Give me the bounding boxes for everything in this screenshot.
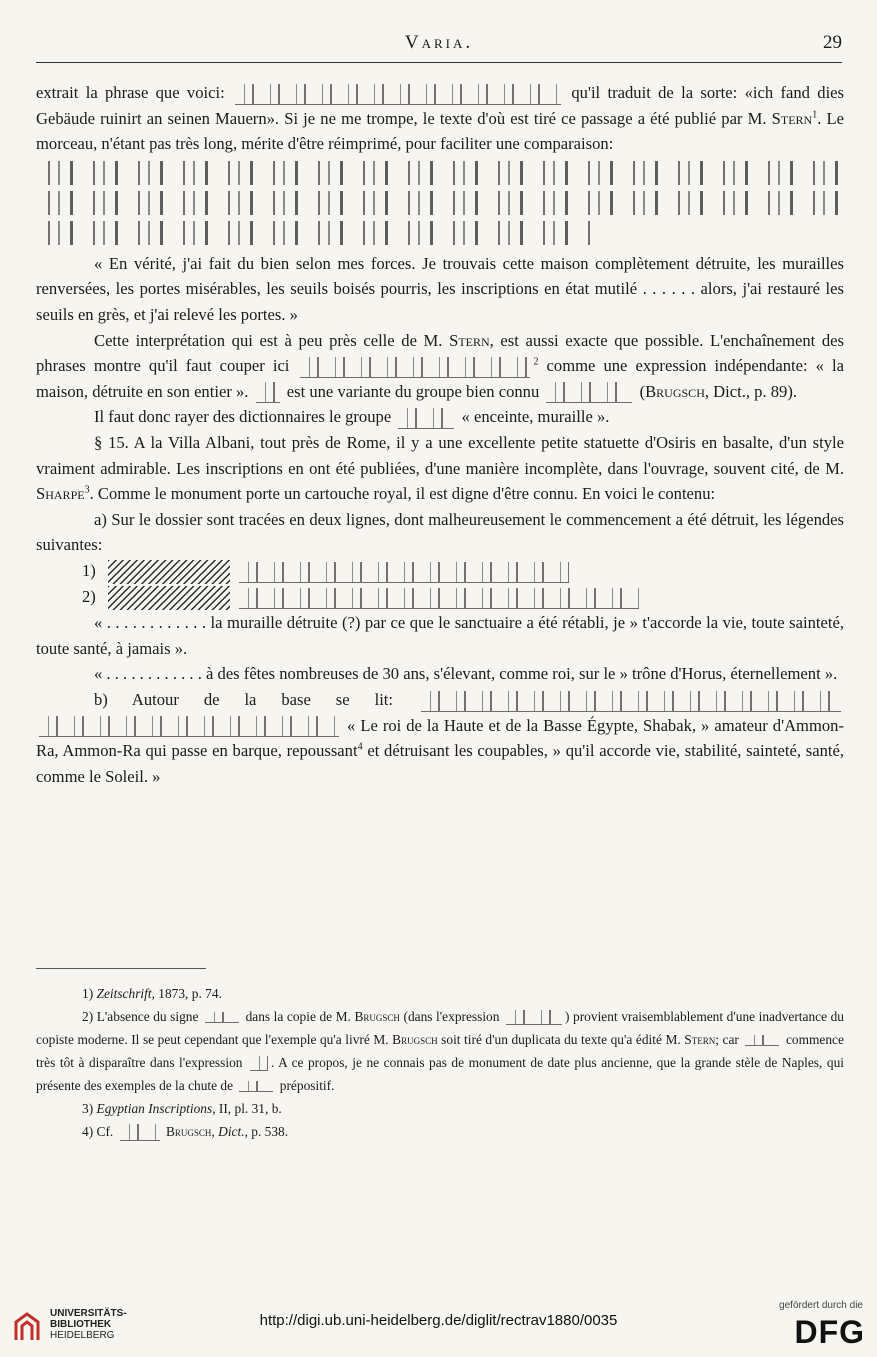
funder-note: gefördert durch die bbox=[779, 1300, 863, 1311]
footnote-1: 1) Zeitschrift, 1873, p. 74. bbox=[82, 986, 222, 1001]
running-title: Varia. bbox=[404, 32, 474, 53]
hieroglyph-group bbox=[300, 357, 530, 378]
hieroglyph-group bbox=[421, 691, 841, 712]
hieroglyph-line bbox=[36, 221, 596, 245]
footnote-4: 4) Cf. Brugsch, Dict., p. 538. bbox=[36, 1120, 844, 1143]
body-text bbox=[36, 80, 844, 789]
hieroglyph-line bbox=[36, 191, 844, 215]
footnote-3: 3) Egyptian Inscriptions, II, pl. 31, b. bbox=[82, 1101, 282, 1116]
paragraph-3: Cette interprétation qui est à peu près celle de M. Stern, est aussi exacte que possible. L'enchaînement des phrases montre qu'il faut couper ici $^2$ comme une expression indépendante: « la maison, détruite en son entier ». est une variante du groupe bien connu (Brugsch, Dict., p. 89). bbox=[36, 328, 844, 405]
hieroglyph-sign bbox=[205, 1012, 239, 1023]
hieroglyph-group bbox=[506, 1010, 562, 1025]
paragraph-1: extrait la phrase que voici: qu'il traduit de la sorte: «ich fand dies Gebäude ruinirt an seinen Mauern». Si je ne me trompe, le texte d'où est tiré ce passage a été publié par M. Stern$^1$. Le morceau, n'étant pas très long, mérite d'être réimprimé, pour faciliter une comparaison: bbox=[36, 83, 844, 154]
funder-logo: DFG bbox=[794, 1314, 865, 1350]
hieroglyph-group bbox=[256, 382, 280, 403]
destroyed-area bbox=[108, 560, 230, 584]
hieroglyph-group bbox=[120, 1124, 160, 1141]
footnote-2: 2) L'absence du signe dans la copie de M. Brugsch (dans l'expression ) provient vraisemblablement d'une inadvertance du copiste moderne. Il se peut cependant que l'exemple qu'a livré M. Brugsch soit tiré d'un duplicata du texte qu'a édité M. Stern; car commence très tôt à disparaître dans l'expression . A ce propos, je ne connais pas de monument de date plus ancienne, que la grande stèle de Naples, qui présente des exemples de la chute de prépositif. bbox=[36, 1009, 844, 1093]
hieroglyph-group bbox=[39, 716, 339, 737]
hieroglyph-group bbox=[239, 588, 639, 609]
running-head bbox=[36, 30, 842, 60]
paragraph-4: Il faut donc rayer des dictionnaires le groupe « enceinte, muraille ». bbox=[36, 404, 844, 430]
paragraph-7: « . . . . . . . . . . . . la muraille détruite (?) par ce que le sanctuaire a été rétabli, je » t'accorde la vie, toute sainteté, toute santé, à jamais ». bbox=[36, 613, 844, 658]
destroyed-area bbox=[108, 586, 230, 610]
inscription-line-2: 2) bbox=[36, 584, 844, 610]
hieroglyph-group bbox=[546, 382, 632, 403]
hieroglyph-group bbox=[398, 408, 454, 429]
hieroglyph-line bbox=[36, 161, 844, 185]
hieroglyph-group bbox=[235, 84, 561, 105]
hieroglyph-sign bbox=[745, 1035, 779, 1046]
footnote-rule bbox=[36, 968, 206, 969]
source-url-link[interactable]: http://digi.ub.uni-heidelberg.de/diglit/rectrav1880/0035 bbox=[259, 1312, 618, 1329]
header-rule bbox=[36, 62, 842, 63]
digitization-footer bbox=[0, 1290, 877, 1357]
paragraph-2: « En vérité, j'ai fait du bien selon mes forces. Je trouvais cette maison complètement détruite, les murailles renversées, les portes misérables, les seuils boisés pourris, les inscriptions en état mutilé . . . . . . alors, j'ai restauré les seuils en grès, et j'ai relevé les portes. » bbox=[36, 253, 844, 324]
library-name: UNIVERSITÄTS- BIBLIOTHEK HEIDELBERG bbox=[50, 1308, 127, 1341]
hieroglyph-sign bbox=[250, 1056, 268, 1071]
footnotes bbox=[36, 982, 844, 1143]
inscription-line-1: 1) bbox=[36, 558, 844, 584]
paragraph-6: a) Sur le dossier sont tracées en deux lignes, dont malheureusement le commencement a été détruit, les légendes suivantes: bbox=[36, 509, 844, 555]
paragraph-8: « . . . . . . . . . . . . à des fêtes nombreuses de 30 ans, s'élevant, comme roi, sur le » trône d'Horus, éternellement ». bbox=[94, 664, 838, 684]
hieroglyph-sign bbox=[239, 1081, 273, 1092]
paragraph-5: § 15. A la Villa Albani, tout près de Rome, il y a une excellente petite statuette d'Osiris en basalte, d'un style vraiment admirable. Les inscriptions en ont été publiées, d'une manière incomplète, dans l'ouvrage, souvent cité, de M. Sharpe$^3$. Comme le monument porte un cartouche royal, il est digne d'être connu. En voici le contenu: bbox=[36, 432, 844, 504]
page-number: 29 bbox=[823, 32, 842, 53]
hieroglyph-group bbox=[239, 562, 569, 583]
paragraph-9: b) Autour de la base se lit: « Le roi de la Haute et de la Basse Égypte, Shabak, » amateur d'Ammon-Ra, Ammon-Ra qui passe en barque, repoussant$^4$ et détruisant les coupables, » qu'il accorde vie, stabilité, sainteté, santé, comme le Soleil. » bbox=[36, 690, 844, 786]
